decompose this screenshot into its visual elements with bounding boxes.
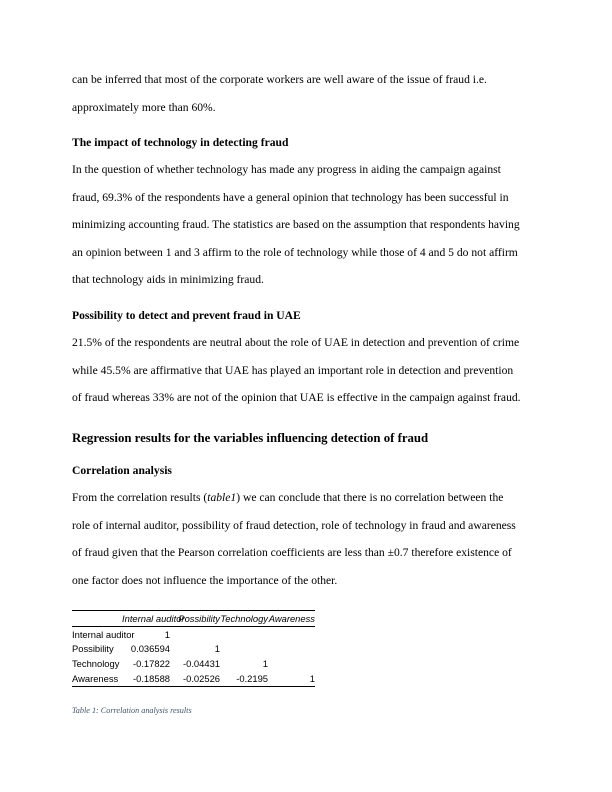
text-line: fraud, 69.3% of the respondents have a general opinion that technology has been successful in: [72, 190, 509, 204]
text-line: an opinion between 1 and 3 affirm to the role of technology while those of 4 and 5 do not affirm: [72, 245, 518, 259]
table-cell: [220, 626, 268, 641]
table-header-row: [72, 611, 315, 627]
header-cell: [72, 611, 122, 627]
table-cell: 1: [164, 628, 170, 640]
correlation-table: [72, 610, 315, 687]
table-cell: -0.18588: [132, 673, 170, 685]
table-cell: 1: [214, 643, 220, 655]
correlation-paragraph: [72, 484, 542, 594]
table-caption: Table 1: Correlation analysis results: [72, 706, 192, 715]
text-line: role of internal auditor, possibility of fraud detection, role of technology in fraud and awareness: [72, 518, 516, 532]
text-line: 21.5% of the respondents are neutral about the role of UAE in detection and prevention of crime: [72, 336, 520, 349]
text-line: one factor does not influence the importance of the other.: [72, 573, 338, 587]
header-cell: Awareness: [268, 612, 315, 624]
text-line: can be inferred that most of the corporate workers are well aware of the issue of fraud i.e.: [72, 73, 487, 86]
row-label: Technology: [72, 658, 120, 670]
row-label: Possibility: [72, 643, 114, 655]
text-line: of fraud given that the Pearson correlation coefficients are less than ±0.7 therefore existence of: [72, 546, 512, 560]
table-cell: -0.2195: [236, 673, 268, 685]
table-cell: [268, 642, 315, 657]
text-line: From the correlation results (table1) we can conclude that there is no correlation between the: [72, 491, 504, 504]
row-label: Internal auditor: [72, 628, 135, 640]
correlation-heading: Correlation analysis: [72, 464, 172, 477]
regression-heading: Regression results for the variables influencing detection of fraud: [72, 431, 429, 445]
text-line: minimizing accounting fraud. The statistics are based on the assumption that respondents having: [72, 218, 520, 232]
table-cell: [268, 656, 315, 671]
table-cell: [220, 642, 268, 657]
header-cell: Internal auditor: [122, 612, 185, 624]
text-line: while 45.5% are affirmative that UAE has played an important role in detection and prevention: [72, 363, 514, 377]
uae-heading: Possibility to detect and prevent fraud in UAE: [72, 309, 301, 322]
table-cell: 1: [309, 673, 315, 685]
text-line: In the question of whether technology has made any progress in aiding the campaign against: [72, 163, 501, 176]
intro-paragraph: [72, 66, 542, 121]
technology-heading: The impact of technology in detecting fraud: [72, 136, 289, 149]
text-line: approximately more than 60%.: [72, 100, 216, 114]
uae-paragraph: [72, 329, 542, 412]
table-row: [72, 626, 315, 641]
table-row: [72, 671, 315, 686]
table-cell: -0.17822: [132, 658, 170, 670]
table-cell: -0.02526: [182, 673, 220, 685]
table-cell: [268, 626, 315, 641]
header-cell: Technology: [220, 612, 268, 624]
table-cell: -0.04431: [182, 658, 220, 670]
text-line: that technology aids in minimizing fraud.: [72, 273, 264, 287]
technology-paragraph: [72, 156, 542, 294]
header-cell: Possibility: [178, 612, 220, 624]
table-reference: table1: [207, 491, 237, 504]
text-line: of fraud whereas 33% are not of the opinion that UAE is effective in the campaign against fraud.: [72, 391, 521, 405]
table-row: [72, 656, 315, 671]
table-cell: [170, 626, 220, 641]
table-row: [72, 642, 315, 657]
row-label: Awareness: [72, 673, 119, 685]
table-cell: 0.036594: [130, 643, 170, 655]
table-cell: 1: [262, 658, 268, 670]
